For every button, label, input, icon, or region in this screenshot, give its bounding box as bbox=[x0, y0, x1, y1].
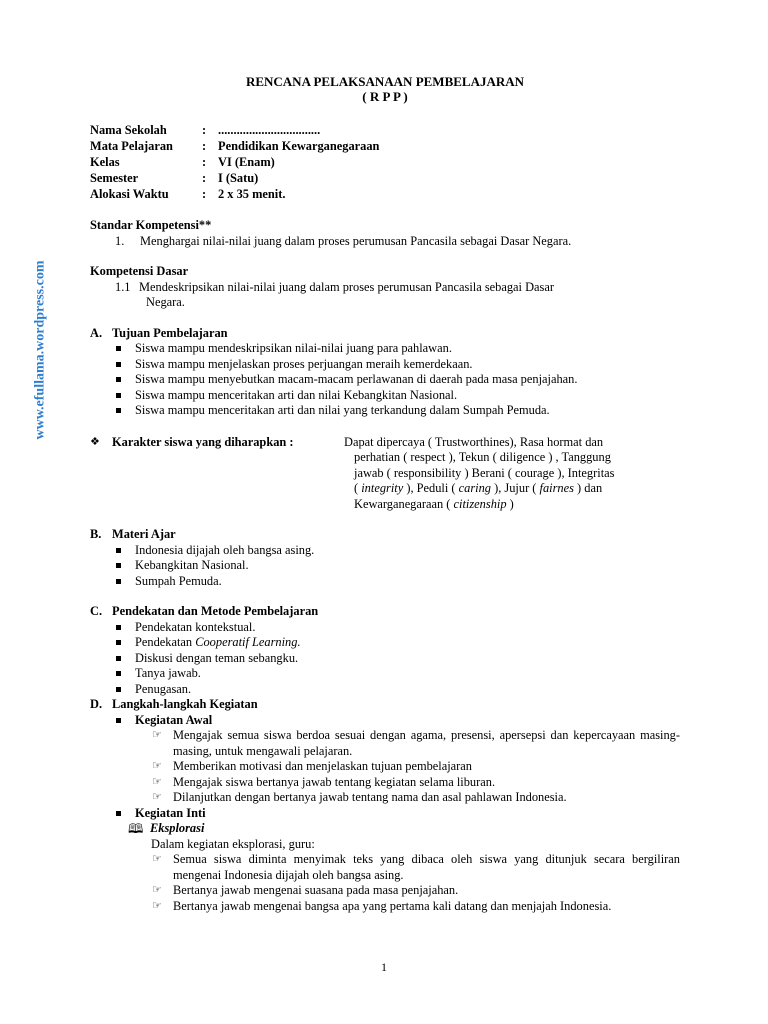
langkah-section bbox=[90, 697, 680, 914]
text-part: Kewarganegaraan ( bbox=[354, 496, 454, 511]
list-item: Kebangkitan Nasional. bbox=[90, 558, 680, 574]
info-row bbox=[90, 123, 680, 139]
karakter-text bbox=[344, 435, 680, 513]
text-part: ), Peduli ( bbox=[403, 481, 459, 495]
materi-heading bbox=[90, 527, 680, 543]
kompetensi-item bbox=[90, 280, 680, 296]
pendekatan-section bbox=[90, 604, 680, 697]
pointing-hand-icon: ☞ bbox=[152, 775, 162, 788]
list-item: Sumpah Pemuda. bbox=[90, 574, 680, 590]
info-row bbox=[90, 171, 680, 187]
text-part: ( bbox=[354, 481, 362, 495]
info-sep: : bbox=[202, 187, 207, 201]
info-label: Alokasi Waktu bbox=[90, 187, 169, 201]
pointing-hand-icon: ☞ bbox=[152, 760, 162, 772]
kegiatan-awal-list bbox=[90, 728, 680, 806]
text-part: fairnes bbox=[539, 481, 574, 495]
section-letter: C. bbox=[90, 604, 103, 618]
text-part: caring bbox=[458, 481, 491, 495]
info-value: VI (Enam) bbox=[218, 155, 275, 169]
eksplorasi-intro: Dalam kegiatan eksplorasi, guru: bbox=[151, 836, 315, 851]
item-text: Semua siswa diminta menyimak teks yang dibaca oleh siswa yang ditunjuk secara bergiliran mengenai Indonesia dijajah oleh bangsa asing. bbox=[173, 852, 680, 882]
tujuan-heading bbox=[90, 326, 680, 342]
info-sep: : bbox=[202, 139, 207, 153]
text-part: ) dan bbox=[573, 481, 603, 495]
watermark bbox=[30, 245, 50, 455]
list-item bbox=[90, 852, 680, 883]
text-part: integrity bbox=[361, 481, 404, 495]
pendekatan-list bbox=[90, 620, 680, 698]
kegiatan-inti-heading: Kegiatan Inti bbox=[90, 806, 680, 822]
identity-table bbox=[90, 123, 680, 203]
item-text: Bertanya jawab mengenai suasana pada masa penjajahan. bbox=[173, 883, 459, 897]
section-title: Tujuan Pembelajaran bbox=[112, 325, 228, 340]
info-label: Mata Pelajaran bbox=[90, 139, 173, 153]
info-sep: : bbox=[202, 171, 207, 185]
pointing-hand-icon: ☞ bbox=[152, 729, 162, 741]
info-label: Nama Sekolah bbox=[90, 123, 167, 137]
list-item: Indonesia dijajah oleh bangsa asing. bbox=[90, 543, 680, 559]
list-item bbox=[90, 899, 680, 915]
pointing-hand-icon: ☞ bbox=[152, 853, 162, 865]
text-part: Cooperatif Learning. bbox=[195, 635, 301, 649]
karakter-block bbox=[90, 435, 680, 513]
item-text: Menghargai nilai-nilai juang dalam proses perumusan Pancasila sebagai Dasar Negara. bbox=[140, 233, 572, 248]
list-item: Siswa mampu menyebutkan macam-macam perlawanan di daerah pada masa penjajahan. bbox=[90, 372, 680, 388]
title-main: RENCANA PELAKSANAAN PEMBELAJARAN bbox=[245, 74, 525, 89]
info-row bbox=[90, 155, 680, 171]
item-text-cont: Negara. bbox=[146, 295, 185, 309]
pointing-hand-icon: ☞ bbox=[152, 791, 162, 803]
tujuan-section bbox=[90, 326, 680, 419]
section-letter: B. bbox=[90, 527, 102, 541]
info-label: Kelas bbox=[90, 155, 120, 169]
standar-kompetensi bbox=[90, 218, 680, 249]
item-text: Dilanjutkan dengan bertanya jawab tentang nama dan asal pahlawan Indonesia. bbox=[173, 790, 567, 804]
info-value: 2 x 35 menit. bbox=[218, 187, 286, 201]
item-text: Mengajak siswa bertanya jawab tentang kegiatan selama liburan. bbox=[173, 774, 496, 789]
section-letter: A. bbox=[90, 325, 103, 340]
materi-list bbox=[90, 543, 680, 590]
karakter-line: jawab ( responsibility ) Berani ( courage ), Integritas bbox=[354, 465, 615, 480]
pendekatan-heading bbox=[90, 604, 680, 620]
item-text: Memberikan motivasi dan menjelaskan tujuan pembelajaran bbox=[173, 759, 472, 773]
kegiatan-awal-heading: Kegiatan Awal bbox=[90, 713, 680, 729]
info-label: Semester bbox=[90, 171, 139, 185]
list-item: Siswa mampu menceritakan arti dan nilai yang terkandung dalam Sumpah Pemuda. bbox=[90, 403, 680, 419]
document-title bbox=[90, 74, 680, 104]
info-value: Pendidikan Kewarganegaraan bbox=[218, 139, 380, 153]
document-page bbox=[90, 74, 680, 914]
materi-section bbox=[90, 527, 680, 589]
eksplorasi-label: Eksplorasi bbox=[150, 821, 205, 835]
kompetensi-dasar bbox=[90, 264, 680, 311]
karakter-line bbox=[344, 497, 680, 513]
item-text: Mendeskripsikan nilai-nilai juang dalam proses perumusan Pancasila sebagai Dasar bbox=[139, 279, 554, 294]
karakter-label: Karakter siswa yang diharapkan : bbox=[112, 434, 294, 449]
list-item: Pendekatan kontekstual. bbox=[90, 620, 680, 636]
text-part: citizenship bbox=[453, 496, 507, 511]
info-row bbox=[90, 187, 680, 203]
item-number: 1. bbox=[115, 233, 125, 248]
item-text: Bertanya jawab mengenai bangsa apa yang pertama kali datang dan menjajah Indonesia. bbox=[173, 898, 612, 913]
tujuan-list bbox=[90, 341, 680, 419]
standar-item bbox=[90, 234, 680, 250]
page-number: 1 bbox=[381, 960, 387, 974]
eksplorasi-list bbox=[90, 852, 680, 914]
title-sub: ( R P P ) bbox=[362, 89, 408, 104]
list-item: Siswa mampu menceritakan arti dan nilai Kebangkitan Nasional. bbox=[90, 388, 680, 404]
list-item bbox=[90, 728, 680, 759]
list-item: Tanya jawab. bbox=[90, 666, 680, 682]
langkah-heading bbox=[90, 697, 680, 713]
list-item bbox=[90, 790, 680, 806]
watermark-text: www.efullama.wordpress.com bbox=[32, 260, 48, 440]
list-item bbox=[90, 759, 680, 775]
kompetensi-heading: Kompetensi Dasar bbox=[90, 264, 189, 278]
eksplorasi-heading bbox=[90, 821, 680, 837]
section-title: Pendekatan dan Metode Pembelajaran bbox=[112, 604, 319, 618]
info-value: ................................. bbox=[218, 123, 321, 137]
list-item: Penugasan. bbox=[90, 682, 680, 698]
text-part: Pendekatan bbox=[135, 635, 196, 649]
text-part: ) bbox=[506, 496, 514, 511]
diamond-bullet-icon: ❖ bbox=[90, 435, 100, 448]
info-sep: : bbox=[202, 155, 207, 169]
info-row bbox=[90, 139, 680, 155]
book-icon: 🕮 bbox=[128, 821, 144, 836]
section-letter: D. bbox=[90, 697, 103, 711]
info-sep: : bbox=[202, 123, 207, 137]
section-title: Materi Ajar bbox=[112, 527, 176, 541]
list-item bbox=[90, 775, 680, 791]
pointing-hand-icon: ☞ bbox=[152, 884, 162, 896]
pointing-hand-icon: ☞ bbox=[152, 899, 162, 912]
karakter-line: perhatian ( respect ), Tekun ( diligence ) , Tanggung bbox=[354, 450, 611, 464]
karakter-line: Dapat dipercaya ( Trustworthines), Rasa hormat dan bbox=[344, 434, 604, 449]
list-item bbox=[90, 635, 680, 651]
karakter-line bbox=[344, 481, 680, 497]
info-value: I (Satu) bbox=[218, 171, 259, 185]
text-part: ), Jujur ( bbox=[491, 481, 540, 495]
section-title: Langkah-langkah Kegiatan bbox=[112, 697, 258, 711]
item-text: Mengajak semua siswa berdoa sesuai dengan agama, presensi, apersepsi dan kepercayaan masing-masing, untuk mengawali pelajaran. bbox=[173, 728, 680, 758]
list-item: Diskusi dengan teman sebangku. bbox=[90, 651, 680, 667]
list-item: Siswa mampu menjelaskan proses perjuangan meraih kemerdekaan. bbox=[90, 357, 680, 373]
list-item bbox=[90, 883, 680, 899]
standar-heading: Standar Kompetensi** bbox=[90, 218, 212, 232]
list-item: Siswa mampu mendeskripsikan nilai-nilai juang para pahlawan. bbox=[90, 341, 680, 357]
item-number: 1.1 bbox=[115, 279, 131, 294]
